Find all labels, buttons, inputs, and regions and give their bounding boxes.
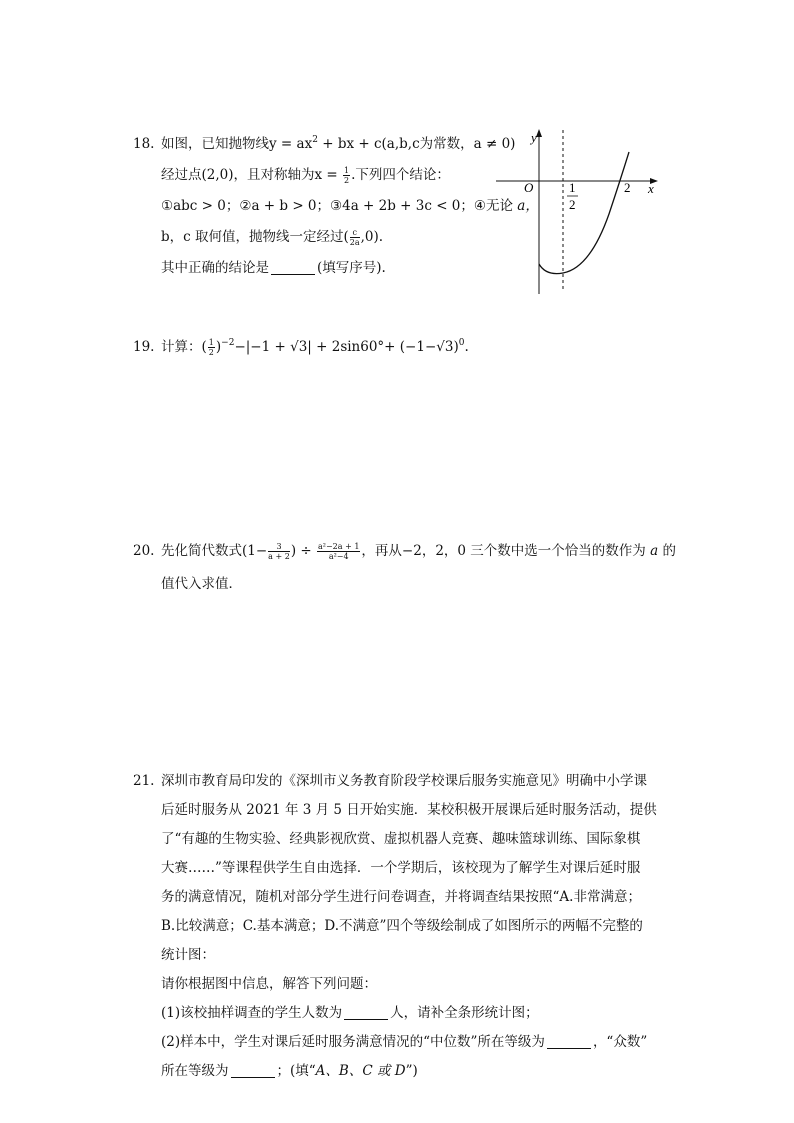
fraction: $\frac{c}{2a}$: [349, 228, 360, 247]
question-line: 了“有趣的生物实验、经典影视欣赏、虚拟机器人竞赛、趣味篮球训练、国际象棋: [161, 831, 641, 847]
question-line: 后延时服务从 2021 年 3 月 5 日开始实施．某校积极开展课后延时服务活动，提供: [161, 802, 657, 818]
fraction: $\frac{\text{a²−2a + 1}}{\text{a²−4}}$: [318, 542, 360, 561]
question-18: [133, 129, 539, 289]
sub-question-2: (2)样本中，学生对课后延时服务满意情况的“中位数”所在等级为 ，“众数”: [161, 1034, 648, 1050]
sub-question-1: (1)该校抽样调查的学生人数为 人，请补全条形统计图；: [161, 1005, 539, 1021]
question-line: 深圳市教育局印发的《深圳市义务教育阶段学校课后服务实施意见》明确中小学课: [161, 773, 647, 789]
x-axis-label: x: [648, 181, 654, 196]
question-line: 如图，已知抛物线$y = ax^2$ + bx + c(a,b,c为常数，a ≠ 0): [161, 135, 516, 152]
question-number: 21.: [133, 773, 155, 789]
parabola-graph: [492, 126, 662, 298]
answer-blank[interactable]: [547, 1034, 591, 1049]
tick-half-numerator: 1: [569, 180, 576, 195]
sub-question-2-cont: 所在等级为 ；(填“A、B、C 或 D”): [161, 1063, 418, 1079]
question-line: 其中正确的结论是 (填写序号).: [161, 260, 386, 276]
tick-half-denominator: 2: [569, 197, 576, 212]
question-line: 务的满意情况，随机对部分学生进行问卷调查，并将调查结果按照“A.非常满意；: [161, 889, 641, 905]
question-19: [133, 332, 553, 364]
answer-blank[interactable]: [231, 1063, 275, 1078]
fraction: $\frac{3}{a + 2}$: [268, 542, 290, 561]
question-line: 大赛……”等课程供学生自由选择．一个学期后，该校现为了解学生对课后延时服: [161, 860, 641, 876]
question-line: 值代入求值．: [161, 576, 242, 592]
question-number: 20.: [133, 543, 155, 559]
question-line: 经过点(2,0)，且对称轴为x = $\frac{1}{2}$ .下列四个结论：: [161, 166, 450, 185]
fraction: $\frac{1}{2}$: [344, 166, 350, 185]
question-number: 19.: [133, 339, 155, 355]
answer-blank[interactable]: [271, 260, 315, 275]
question-line: 先化简代数式(1− $\frac{3}{a + 2}$ ) ÷ $\frac{\text{a²−2a + 1}}{\text{a²−4}}$ ，再从−2，2，0 三个数中选一个恰当的数作为 a 的: [161, 542, 676, 561]
question-number: 18.: [133, 136, 155, 152]
fraction: $\frac{1}{2}$: [208, 338, 214, 357]
question-line: 请你根据图中信息，解答下列问题：: [161, 976, 377, 992]
origin-label: O: [524, 180, 534, 195]
question-line: ①abc > 0；②a + b > 0；③4a + 2b + 3c < 0；④无论 a，: [161, 198, 539, 214]
answer-blank[interactable]: [344, 1005, 388, 1020]
y-axis-arrow: [536, 129, 542, 137]
question-line: 计算：( $\frac{1}{2}$ )$^{-2}-|-1 + √3| + 2\sin 60^\circ+ (-1-√3)^0$.: [161, 338, 469, 357]
question-line: b，c 取何值，抛物线一定经过( $\frac{c}{2a}$ ,0).: [161, 228, 384, 247]
question-line: B.比较满意；C.基本满意；D.不满意”四个等级绘制成了如图所示的两幅不完整的: [161, 918, 643, 934]
question-21: [133, 766, 678, 1079]
tick-two-label: 2: [624, 180, 631, 195]
question-20: [133, 536, 676, 600]
y-axis-label: y: [531, 130, 537, 145]
question-line: 统计图：: [161, 947, 215, 963]
parabola-curve: [539, 152, 629, 274]
